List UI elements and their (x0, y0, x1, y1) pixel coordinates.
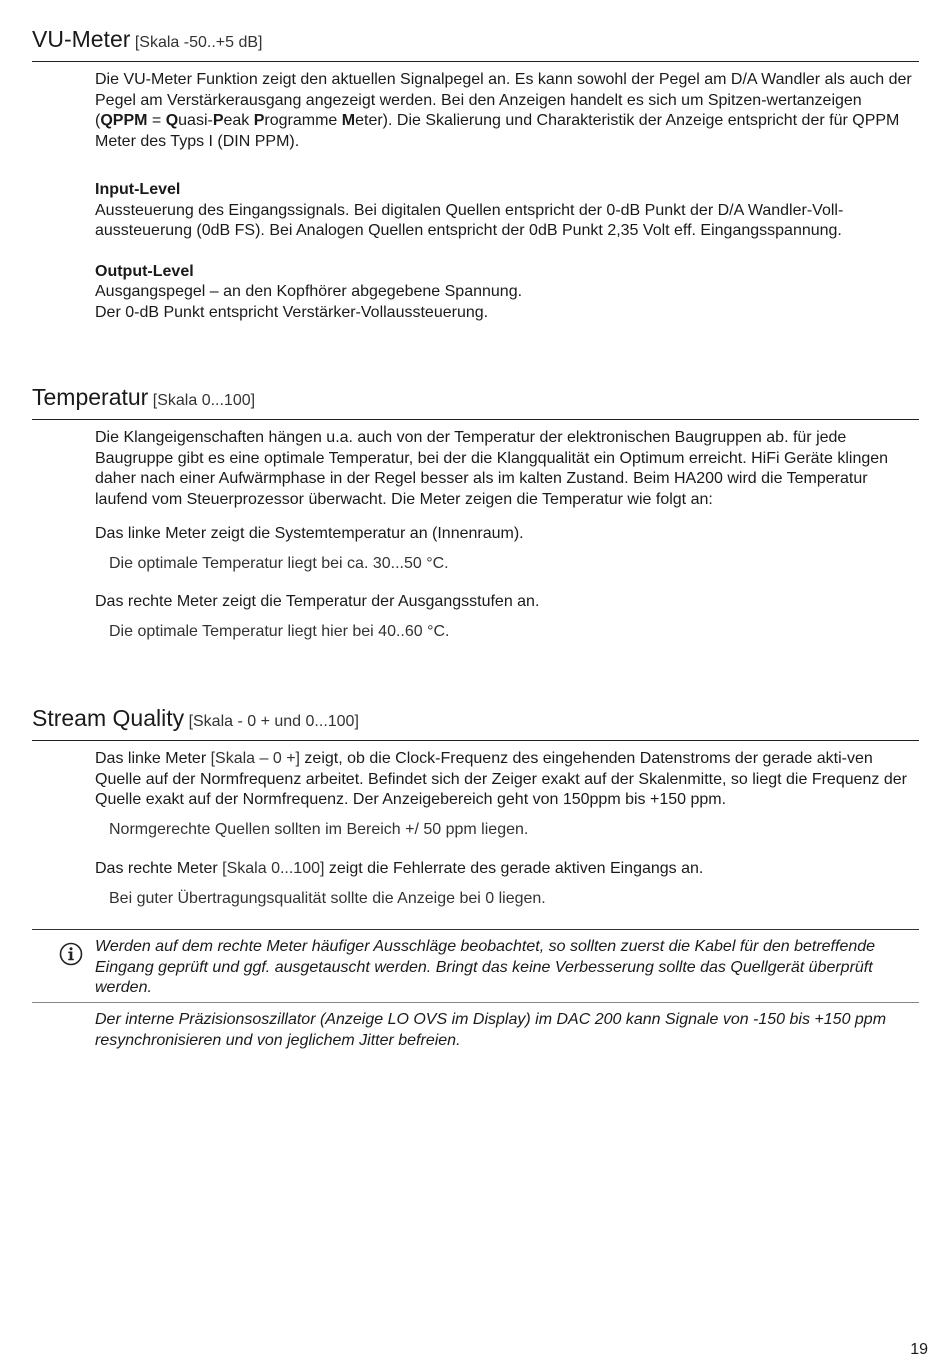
stream-body (95, 749, 915, 909)
output-level-title: Output-Level (95, 262, 194, 280)
section-heading (32, 384, 919, 420)
text: Das rechte Meter (95, 860, 223, 877)
text: rogramme (264, 112, 342, 129)
section-temperatur (32, 384, 919, 420)
section-title: Stream Quality (32, 705, 185, 731)
divider (32, 1002, 919, 1003)
vu-paragraph (95, 70, 915, 152)
divider (32, 929, 919, 930)
section-title: Temperatur (32, 384, 149, 410)
left-meter-note: Die optimale Temperatur liegt bei ca. 30...50 °C. (109, 554, 449, 572)
temp-body (95, 428, 915, 642)
input-level-text: Aussteuerung des Eingangssignals. Bei digitalen Quellen entspricht der 0-dB Punkt der D/A Wandler-Voll-aussteuerung (0dB FS). Bei Analogen Quellen entspricht der 0dB Punkt 2,35 Volt eff. Eingangsspannung. (95, 201, 844, 239)
letter-m: M (341, 112, 356, 129)
section-heading (32, 705, 919, 741)
letter-p: P (253, 112, 265, 129)
page-number: 19 (910, 1341, 928, 1358)
text: Das linke Meter (95, 750, 211, 767)
text: eak (223, 112, 254, 129)
info-circle-icon (59, 942, 83, 966)
left-meter-text: Das linke Meter zeigt die Systemtemperatur an (Innenraum). (95, 525, 524, 542)
right-meter-paragraph (95, 859, 915, 880)
output-level-line2: Der 0-dB Punkt entspricht Verstärker-Vollaussteuerung. (95, 303, 489, 321)
vu-body (95, 70, 915, 323)
text: Die VU-Meter Funktion zeigt den aktuellen Signalpegel an. Es kann sowohl der Pegel am D/A Wandler als auch der Pegel am Verstärkerausgang angezeigt werden. Bei den Anzeigen handelt es sich um Spitzen-wertanzeigen ( (95, 71, 912, 129)
text: uasi- (178, 112, 213, 129)
temp-paragraph: Die Klangeigenschaften hängen u.a. auch von der Temperatur der elektronischen Baugruppen ab. für jede Baugruppe gibt es eine optimale Temperatur, bei der die Klangqualität ein Optimum erreicht. HiFi Geräte klingen daher nach einer Aufwärmphase in der Regel besser als im kalten Zustand. Beim HA200 wird die Temperatur laufend vom Steuerprozessor überwacht. Die Meter zeigen die Temperatur wie folgt an: (95, 429, 889, 508)
text: zeigt, ob die Clock-Frequenz des eingehenden Datenstroms der gerade akti-ven Quelle auf der Normfrequenz arbeitet. Befindet sich der Zeiger exakt auf der Skalenmitte, so liegt die Frequenz der Quelle exakt auf der Normfrequenz. Der Anzeigebereich geht von 150ppm bis +150 ppm. (95, 750, 907, 808)
section-vu-meter (32, 26, 919, 62)
text: zeigt die Fehlerrate des gerade aktiven Eingangs an. (324, 860, 704, 877)
input-level-title: Input-Level (95, 181, 181, 198)
text: eter). Die Skalierung und Charakteristik der Anzeige entspricht der für QPPM Meter des Typs I (DIN PPM). (95, 112, 900, 150)
section-heading (32, 26, 919, 62)
abbr-qppm: QPPM (100, 112, 148, 129)
info-text-2: Der interne Präzisionsoszillator (Anzeige LO OVS im Display) im DAC 200 kann Signale von -150 bis +150 ppm resynchronisieren und von jeglichem Jitter befreien. (95, 1011, 887, 1049)
left-meter-paragraph (95, 749, 915, 811)
inline-scale: [Skala 0...100] (222, 860, 325, 877)
section-stream-quality (32, 705, 919, 741)
right-meter-note: Bei guter Übertragungsqualität sollte die Anzeige bei 0 liegen. (109, 889, 546, 907)
text: = (147, 112, 166, 129)
section-scale: [Skala - 0 + und 0...100] (188, 713, 359, 730)
inline-scale: [Skala – 0 +] (210, 750, 300, 767)
right-meter-text: Das rechte Meter zeigt die Temperatur der Ausgangsstufen an. (95, 593, 540, 610)
section-title: VU-Meter (32, 26, 131, 52)
right-meter-note: Die optimale Temperatur liegt hier bei 40..60 °C. (109, 622, 450, 640)
section-scale: [Skala -50..+5 dB] (134, 34, 263, 51)
letter-p: P (212, 112, 224, 129)
letter-q: Q (165, 112, 179, 129)
section-scale: [Skala 0...100] (152, 392, 256, 409)
left-meter-note: Normgerechte Quellen sollten im Bereich +/ 50 ppm liegen. (109, 820, 529, 838)
output-level-line1: Ausgangspegel – an den Kopfhörer abgegebene Spannung. (95, 283, 523, 300)
info-text-1: Werden auf dem rechte Meter häufiger Ausschläge beobachtet, so sollten zuerst die Kabel für den betreffende Eingang geprüft und ggf. ausgetauscht werden. Bringt das keine Verbesserung sollte das Quellgerät überprüft werden. (95, 938, 876, 996)
